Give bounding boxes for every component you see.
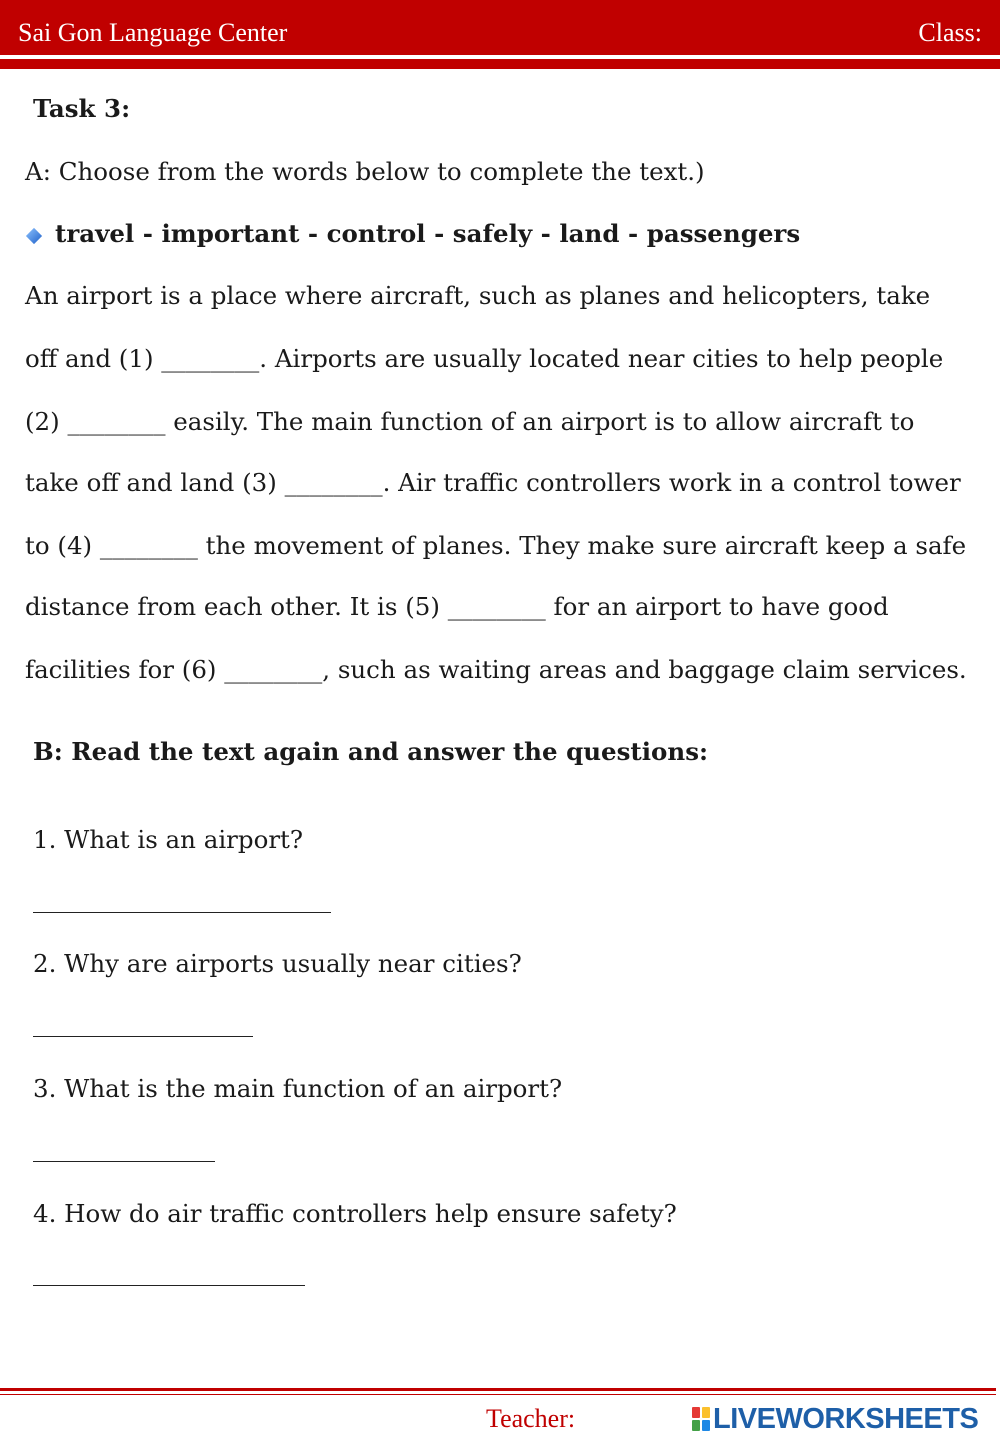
- center-name: Sai Gon Language Center: [18, 18, 288, 47]
- footer-divider: [0, 1388, 996, 1391]
- answer-line-3[interactable]: [33, 1161, 215, 1162]
- passage-line: distance from each other. It is (5) ________ for an airport to have good: [25, 592, 889, 621]
- liveworksheets-logo: [692, 1402, 978, 1436]
- class-label: Class:: [918, 18, 982, 47]
- passage-line: An airport is a place where aircraft, such as planes and helicopters, take: [25, 281, 931, 310]
- teacher-label: Teacher:: [486, 1404, 576, 1433]
- question-2: 2. Why are airports usually near cities?: [33, 949, 522, 978]
- question-1: 1. What is an airport?: [33, 825, 304, 854]
- part-a-instruction: A: Choose from the words below to complete the text.): [25, 157, 705, 186]
- question-4: 4. How do air traffic controllers help ensure safety?: [33, 1199, 677, 1228]
- task-title: Task 3:: [33, 94, 131, 123]
- diamond-bullet-icon: [25, 227, 43, 245]
- word-bank: [25, 218, 800, 250]
- answer-line-4[interactable]: [33, 1285, 305, 1286]
- answer-line-2[interactable]: [33, 1036, 253, 1037]
- question-3: 3. What is the main function of an airport?: [33, 1074, 563, 1103]
- footer-divider-thin: [0, 1394, 996, 1395]
- passage-line: take off and land (3) ________. Air traffic controllers work in a control tower: [25, 468, 961, 497]
- liveworksheets-logo-icon: [692, 1407, 710, 1431]
- passage-line: (2) ________ easily. The main function of an airport is to allow aircraft to: [25, 407, 915, 436]
- header-divider: [0, 59, 1000, 69]
- passage-line: to (4) ________ the movement of planes. They make sure aircraft keep a safe: [25, 531, 967, 560]
- part-b-instruction: B: Read the text again and answer the questions:: [33, 737, 709, 766]
- passage-line: off and (1) ________. Airports are usually located near cities to help people: [25, 344, 944, 373]
- answer-line-1[interactable]: [33, 912, 331, 913]
- brand-name: LIVEWORKSHEETS: [713, 1402, 979, 1435]
- passage-line: facilities for (6) ________, such as waiting areas and baggage claim services.: [25, 655, 967, 684]
- word-bank-text: travel - important - control - safely - land - passengers: [55, 219, 801, 248]
